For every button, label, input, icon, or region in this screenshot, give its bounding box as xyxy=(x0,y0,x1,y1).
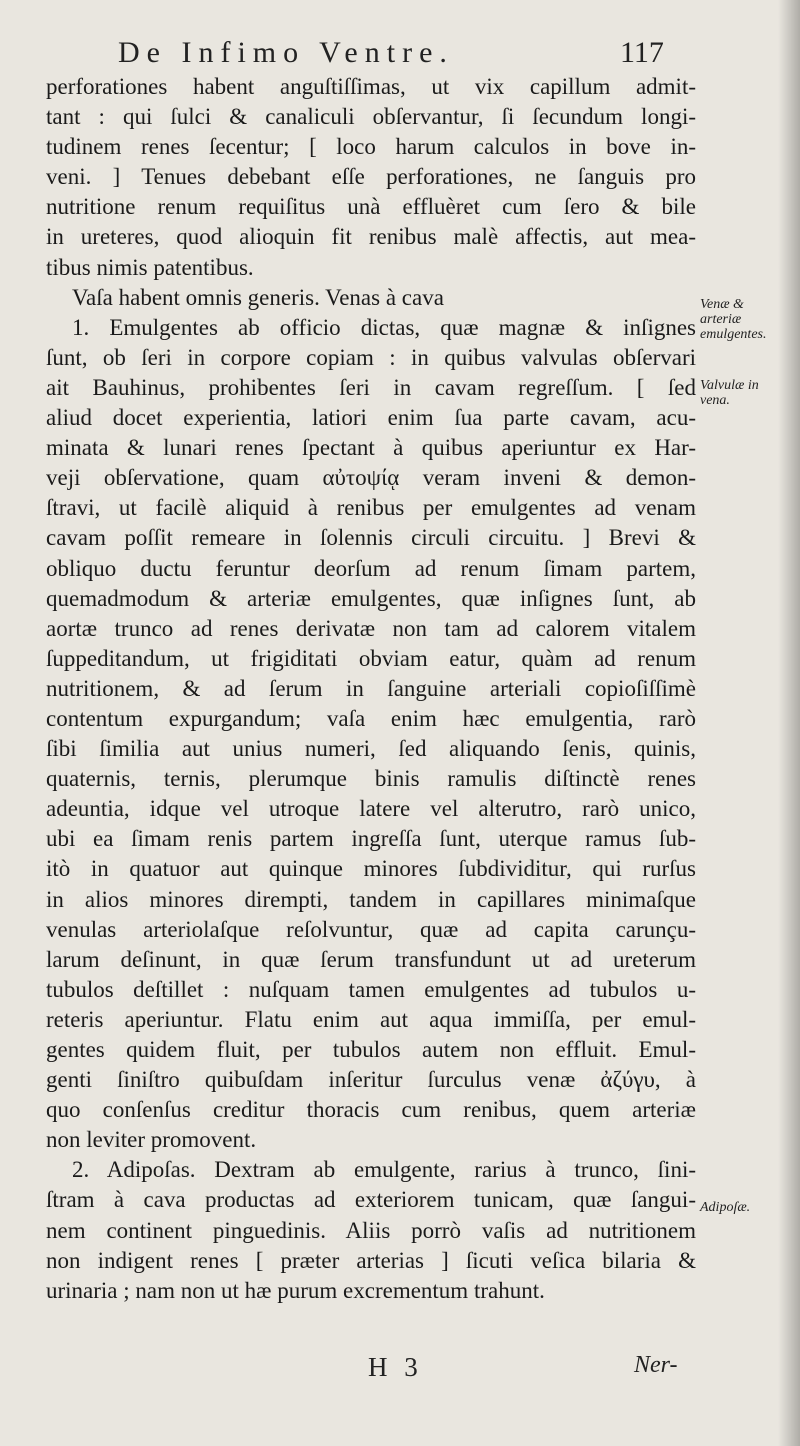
text-line: in ureteres, quod alioquin fit renibus malè affectis, aut mea- xyxy=(46,224,696,250)
text-line: nutritionem, & ad ſerum in ſanguine arteriali copioſiſſimè xyxy=(46,675,696,701)
catchword: Ner- xyxy=(634,1352,678,1378)
text-line: Vaſa habent omnis generis. Venas à cava xyxy=(72,284,444,310)
text-line: ubi ea ſimam renis partem ingreſſa ſunt, uterque ramus ſub- xyxy=(46,826,696,852)
page-number: 117 xyxy=(620,36,664,69)
text-line: tant : qui ſulci & canaliculi obſervantur, ſi ſecundum longi- xyxy=(46,104,696,130)
text-line: 1. Emulgentes ab officio dictas, quæ magnæ & inſignes xyxy=(72,314,696,340)
margin-note-valvulae: Valvulæ in vena. xyxy=(700,378,759,408)
text-line: quo conſenſus creditur thoracis cum renibus, quem arteriæ xyxy=(46,1097,696,1123)
text-line: ſunt, ob ſeri in corpore copiam : in quibus valvulas obſervari xyxy=(46,344,696,370)
text-line: aortæ trunco ad renes derivatæ non tam ad calorem vitalem xyxy=(46,615,696,641)
page-header xyxy=(0,28,800,78)
text-line: tudinem renes ſecentur; [ loco harum calculos in bove in- xyxy=(46,134,696,160)
text-line: perforationes habent anguſtiſſimas, ut vix capillum admit- xyxy=(46,74,696,99)
text-line: urinaria ; nam non ut hæ purum excrementum trahunt. xyxy=(46,1277,545,1303)
text-line: adeuntia, idque vel utroque latere vel alterutro, rarò unico, xyxy=(46,796,696,822)
text-line: ſuppeditandum, ut frigiditati obviam eatur, quàm ad renum xyxy=(46,645,696,671)
text-line: tibus nimis patentibus. xyxy=(46,254,254,280)
text-line: genti ſiniſtro quibuſdam inſeritur ſurculus venæ ἀζύγυ, à xyxy=(46,1067,696,1093)
text-line: nem continent pinguedinis. Aliis porrò vaſis ad nutritionem xyxy=(46,1217,696,1243)
running-head: De Infimo Ventre. xyxy=(118,36,454,69)
text-line: obliquo ductu feruntur deorſum ad renum ſimam partem, xyxy=(46,555,696,581)
text-line: cavam poſſit remeare in ſolennis circuli circuitu. ] Brevi & xyxy=(46,525,696,551)
text-line: larum deſinunt, in quæ ſerum transfundunt ut ad ureterum xyxy=(46,946,696,972)
text-line: contentum expurgandum; vaſa enim hæc emulgentia, rarò xyxy=(46,705,696,731)
text-line: itò in quatuor aut quinque minores ſubdividitur, qui rurſus xyxy=(46,856,696,882)
text-line: quemadmodum & arteriæ emulgentes, quæ inſignes ſunt, ab xyxy=(46,585,696,611)
text-line: in alios minores dirempti, tandem in capillares minimaſque xyxy=(46,886,696,912)
margin-note-venae-arteriae: Venæ & arteriæ emulgentes. xyxy=(700,297,767,342)
text-line: nutritione renum requiſitus unà effluèret cum ſero & bile xyxy=(46,194,696,220)
text-line: non leviter promovent. xyxy=(46,1127,257,1153)
text-line: veji obſervatione, quam αὐτοψίᾳ veram inveni & demon- xyxy=(46,465,696,491)
text-line: ſtravi, ut facilè aliquid à renibus per emulgentes ad venam xyxy=(46,495,696,521)
text-line: reteris aperiuntur. Flatu enim aut aqua immiſſa, per emul- xyxy=(46,1006,696,1032)
text-line: veni. ] Tenues debebant eſſe perforationes, ne ſanguis pro xyxy=(46,164,696,190)
main-text-block xyxy=(46,72,696,1306)
text-line: aliud docet experientia, latiori enim ſua parte cavam, acu- xyxy=(46,405,696,431)
text-line: ſibi ſimilia aut unius numeri, ſed aliquando ſenis, quinis, xyxy=(46,736,696,762)
text-line: 2. Adipoſas. Dextram ab emulgente, rarius à trunco, ſini- xyxy=(72,1157,696,1183)
text-line: gentes quidem fluit, per tubulos autem non effluit. Emul- xyxy=(46,1037,696,1062)
text-line: ait Bauhinus, prohibentes ſeri in cavam regreſſum. [ ſed xyxy=(46,374,696,400)
text-line: venulas arteriolaſque reſolvuntur, quæ ad capita carunçu- xyxy=(46,916,696,942)
text-line: minata & lunari renes ſpectant à quibus aperiuntur ex Har- xyxy=(46,435,696,461)
text-line: tubulos deſtillet : nuſquam tamen emulgentes ad tubulos u- xyxy=(46,976,696,1002)
margin-note-adiposae: Adipoſæ. xyxy=(700,1200,751,1215)
text-line: non indigent renes [ præter arterias ] ſicuti veſica bilaria & xyxy=(46,1247,696,1273)
text-line: quaternis, ternis, plerumque binis ramulis diſtinctè renes xyxy=(46,766,696,792)
signature-mark: H 3 xyxy=(368,1352,423,1382)
text-line: ſtram à cava productas ad exteriorem tunicam, quæ ſangui- xyxy=(46,1187,696,1213)
